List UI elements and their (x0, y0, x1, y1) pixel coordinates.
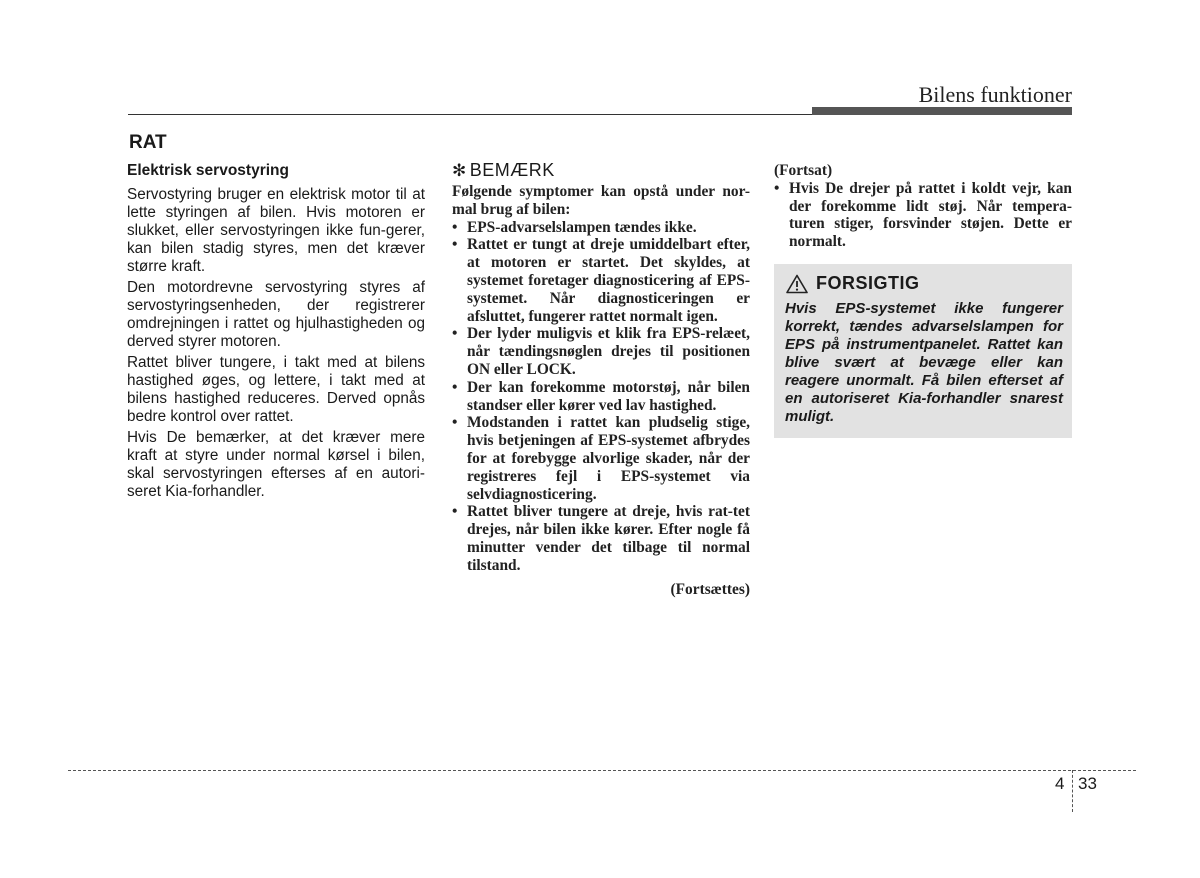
warning-triangle-icon (786, 274, 808, 294)
continued-label: (Fortsættes) (670, 580, 750, 598)
list-item: • Rattet bliver tungere at dreje, hvis rat-tet drejes, når bilen ikke kører. Efter nogle få minutter vender det tilbage til normal tilstand. (452, 503, 750, 574)
caution-title: FORSIGTIG (816, 273, 920, 293)
note-intro: Følgende symptomer kan opstå under nor-mal brug af bilen: (452, 183, 750, 218)
chapter-number: 4 (1055, 774, 1065, 793)
header-bar (812, 107, 1072, 115)
continued-list (774, 180, 1072, 251)
page-number: 33 (1078, 774, 1097, 793)
note-box (452, 160, 750, 598)
continued-from-label: (Fortsat) (774, 162, 833, 179)
paragraph: Servostyring bruger en elektrisk motor til at lette styringen af bilen. Hvis motoren er slukket, eller servostyringen ikke fun-gerer, kan bilen stadig styres, men det kræver større kraft. (127, 186, 425, 275)
note-heading-label: BEMÆRK (469, 160, 555, 180)
list-item: • EPS-advarselslampen tændes ikke. (452, 219, 750, 237)
list-item: • Modstanden i rattet kan pludselig stige, hvis betjeningen af EPS-systemet afbrydes for at forebygge alvorlige skader, når der registreres fejl i EPS-systemet via selvdiagnosticering. (452, 414, 750, 503)
footer-divider (1072, 770, 1073, 812)
paragraph: Hvis De bemærker, at det kræver mere kraft at styre under normal kørsel i bilen, skal servostyringen efterses af en autori-seret Kia-forhandler. (127, 429, 425, 500)
list-item: • Der lyder muligvis et klik fra EPS-relæet, når tændingsnøglen drejes til positionen ON eller LOCK. (452, 325, 750, 378)
running-header-title: Bilens funktioner (918, 82, 1072, 107)
column-main-text (127, 162, 425, 504)
caution-box (774, 264, 1072, 438)
column-continued (774, 162, 1072, 251)
caution-text: Hvis EPS-systemet ikke fungerer korrekt, tændes advarselslampen for EPS på instrumentpanelet. Rattet kan blive svært at bevæge eller kan reagere unormalt. Få bilen efterset af en autoriseret Kia-forhandler snarest muligt. (785, 300, 1063, 425)
note-list (452, 219, 750, 575)
asterisk-icon: ✻ (452, 161, 467, 180)
list-item: • Der kan forekomme motorstøj, når bilen standser eller kører ved lav hastighed. (452, 379, 750, 415)
list-item: • Hvis De drejer på rattet i koldt vejr, kan der forekomme lidt støj. Når tempera-turen stiger, forsvinder støjen. Dette er normalt. (774, 180, 1072, 251)
footer-rule (68, 770, 1136, 771)
subsection-heading: Elektrisk servostyring (127, 162, 289, 179)
section-title: RAT (129, 132, 167, 153)
list-item: • Rattet er tungt at dreje umiddelbart efter, at motoren er startet. Det skyldes, at systemet foretager diagnosticering af EPS-systemet. Når diagnosticeringen er afsluttet, fungerer rattet normalt igen. (452, 236, 750, 325)
note-heading (452, 160, 750, 181)
paragraph: Rattet bliver tungere, i takt med at bilens hastighed øges, og lettere, i takt med at bilens hastighed reduceres. Derved opnås bedre kontrol over rattet. (127, 354, 425, 425)
paragraph: Den motordrevne servostyring styres af servostyringsenheden, der registrerer omdrejningen i rattet og hjulhastigheden og derved styrer motoren. (127, 279, 425, 350)
